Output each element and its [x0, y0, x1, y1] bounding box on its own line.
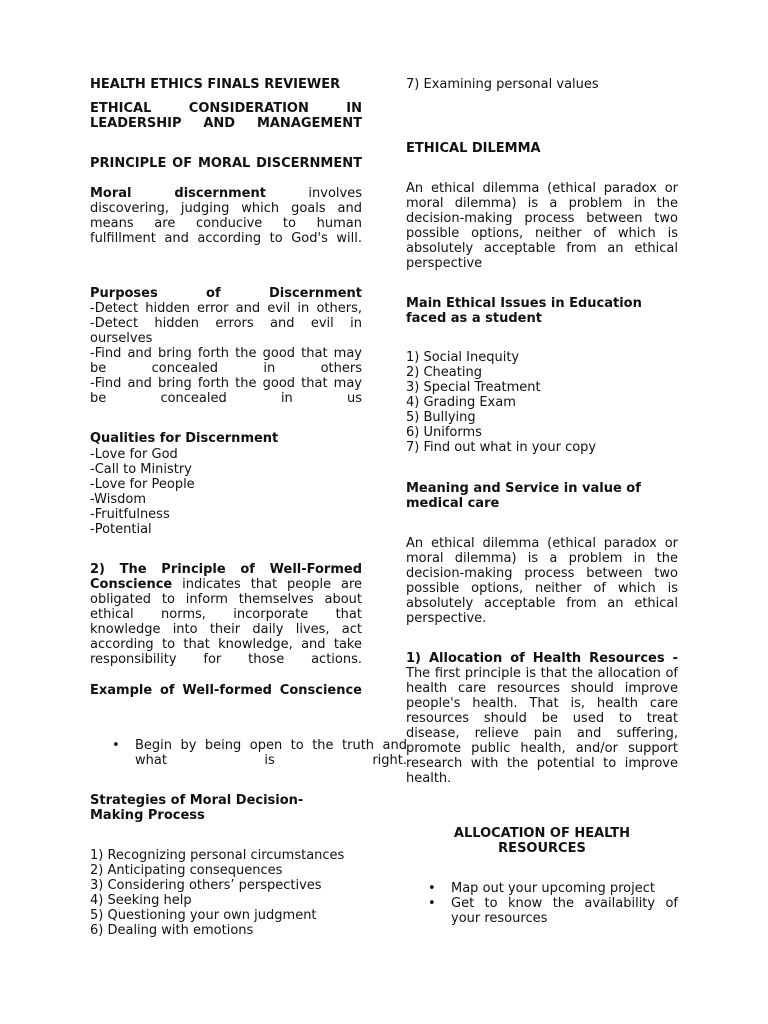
allocation-term: 1) Allocation of Health Resources -	[406, 651, 678, 666]
list-item: -Fruitfulness	[90, 507, 170, 522]
list-item: 7) Find out what in your copy	[406, 440, 597, 455]
list-item: 4) Grading Exam	[406, 395, 516, 410]
list-item: 6) Dealing with emotions	[90, 923, 254, 938]
example-bullet: • Begin by being open to the truth and what is right.	[90, 738, 407, 768]
qualities-list	[90, 447, 362, 537]
list-item: 3) Considering others’ perspectives	[90, 878, 322, 893]
conscience-paragraph	[90, 562, 362, 667]
list-item: 4) Seeking help	[90, 893, 192, 908]
moral-discernment-definition: involves discovering, judging which goals and means are conducive to human fulfillment and according to God's will.	[90, 186, 362, 246]
list-item: 1) Social Inequity	[406, 350, 520, 365]
list-item: 5) Bullying	[406, 410, 476, 425]
list-item: -Find and bring forth the good that may be concealed in others	[90, 346, 362, 376]
heading-allocation-resources	[406, 826, 678, 856]
list-item: 2) Anticipating consequences	[90, 863, 283, 878]
list-item: -Call to Ministry	[90, 462, 192, 477]
list-item: • Map out your upcoming project	[406, 881, 678, 896]
conscience-term: 2) The Principle of Well-Formed Conscience	[90, 562, 362, 592]
list-item: -Wisdom	[90, 492, 146, 507]
list-item: -Detect hidden error and evil in others,	[90, 301, 362, 316]
list-item: 5) Questioning your own judgment	[90, 908, 317, 923]
education-issues-list	[406, 350, 678, 455]
list-item: 1) Recognizing personal circumstances	[90, 848, 345, 863]
ethical-dilemma-paragraph: An ethical dilemma (ethical paradox or moral dilemma) is a problem in the decision-making process between two possible options, neither of which is absolutely acceptable from an ethical perspective	[406, 181, 678, 271]
allocation-bullets	[406, 881, 678, 926]
list-item: 2) Cheating	[406, 365, 482, 380]
allocation-paragraph	[406, 651, 678, 786]
purposes-list	[90, 301, 362, 406]
heading-purposes: Purposes of Discernment	[90, 286, 362, 301]
list-item: 3) Special Treatment	[406, 380, 541, 395]
left-column	[90, 0, 407, 938]
strategies-list	[90, 848, 362, 938]
section-heading-leadership: ETHICAL CONSIDERATION IN LEADERSHIP AND MANAGEMENT	[90, 101, 362, 131]
list-item: -Find and bring forth the good that may be concealed in us	[90, 376, 362, 406]
list-item: • Get to know the availability of your resources	[406, 896, 678, 926]
medical-care-paragraph: An ethical dilemma (ethical paradox or moral dilemma) is a problem in the decision-making process between two possible options, neither of which is absolutely acceptable from an ethical perspective.	[406, 536, 678, 626]
list-item: -Love for God	[90, 447, 178, 462]
heading-example: Example of Well-formed Conscience	[90, 683, 362, 698]
page-title: HEALTH ETHICS FINALS REVIEWER	[90, 77, 341, 92]
list-item: -Detect hidden errors and evil in ourselves	[90, 316, 362, 346]
allocation-heading-text: ALLOCATION OF HEALTH RESOURCES	[453, 826, 631, 856]
moral-discernment-paragraph	[90, 186, 362, 246]
allocation-definition: The first principle is that the allocation of health care resources should improve people's health. That is, health care resources should be used to treat disease, relieve pain and suffering, promote public health, and/or support research with the potential to improve health.	[406, 666, 678, 786]
moral-discernment-term: Moral discernment	[90, 186, 266, 201]
heading-qualities: Qualities for Discernment	[90, 431, 279, 446]
list-item: -Love for People	[90, 477, 195, 492]
heading-education-issues: Main Ethical Issues in Education faced as a student	[406, 296, 642, 326]
list-item: 7) Examining personal values	[406, 77, 599, 92]
conscience-definition: indicates that people are obligated to inform themselves about ethical norms, incorporate that knowledge into their daily lives, act according to that knowledge, and take responsibility for those actions.	[90, 577, 362, 667]
list-item: 6) Uniforms	[406, 425, 482, 440]
heading-ethical-dilemma: ETHICAL DILEMMA	[406, 141, 541, 156]
heading-moral-discernment: PRINCIPLE OF MORAL DISCERNMENT	[90, 156, 362, 171]
heading-medical-care: Meaning and Service in value of medical care	[406, 481, 641, 511]
heading-strategies: Strategies of Moral Decision-Making Process	[90, 793, 304, 823]
list-item: -Potential	[90, 522, 152, 537]
